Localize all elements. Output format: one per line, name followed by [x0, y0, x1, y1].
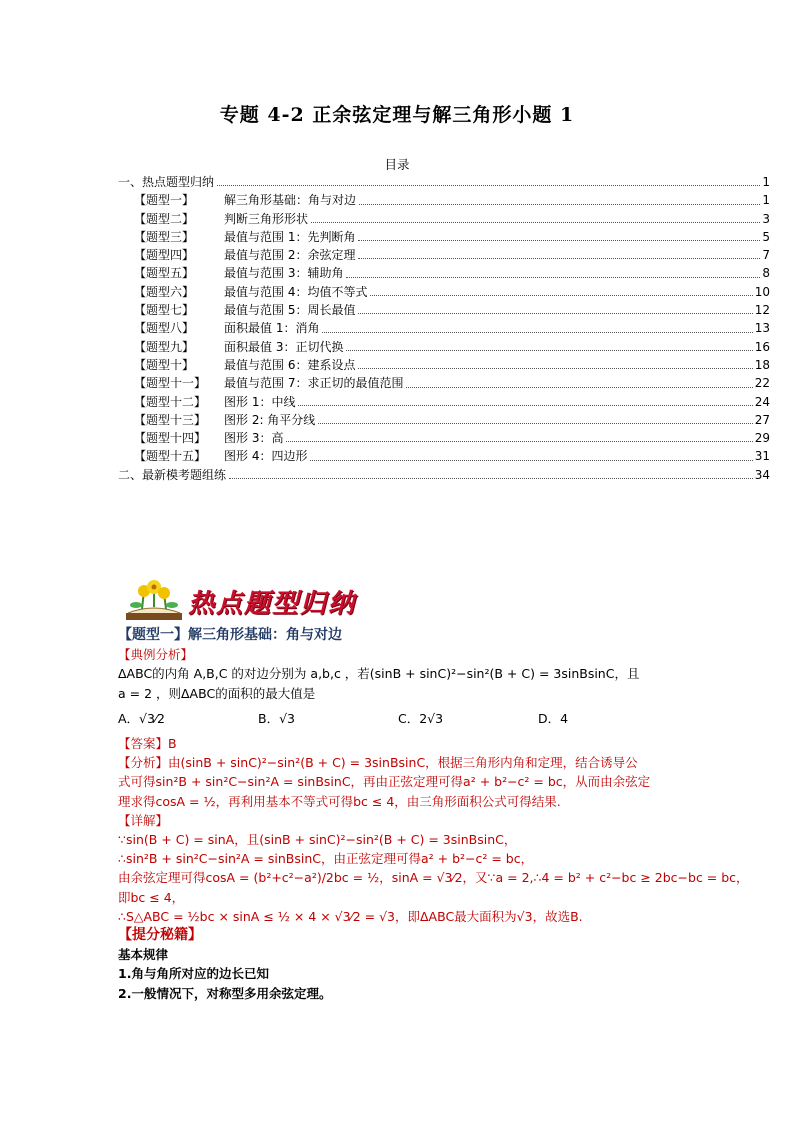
toc-page-number: 34: [754, 467, 770, 482]
question-line-1: ΔABC的内角 A,B,C 的对边分别为 a,b,c ，若(sinB + sinC)²−sin²(B + C) = 3sinBsinC，且: [118, 666, 640, 682]
toc-page-number: 16: [754, 339, 770, 354]
toc-page-number: 8: [762, 266, 770, 281]
answer: 【答案】B: [118, 736, 177, 752]
toc-item-tag: 【题型十一】: [134, 376, 207, 391]
rule-title: 基本规律: [118, 947, 169, 963]
toc-item-label: 图形 1：中线: [224, 394, 296, 409]
toc-item-label: 最值与范围 5：周长最值: [224, 303, 356, 318]
toc-leader: [229, 478, 753, 479]
toc-item-tag: 【题型十五】: [134, 449, 207, 464]
toc-item[interactable]: [118, 283, 770, 301]
toc-leader: [322, 332, 752, 333]
detail-line-3: 由余弦定理可得cosA = (b²+c²−a²)/2bc = ½，sinA = √3⁄2，又∵a = 2,∴4 = b² + c²−bc ≥ 2bc−bc = bc，: [118, 870, 749, 886]
toc-leader: [406, 387, 752, 388]
toc-section-2[interactable]: [118, 466, 770, 484]
toc-item-label: 图形 4：四边形: [224, 449, 308, 464]
question-line-2: a = 2 ，则ΔABC的面积的最大值是: [118, 685, 316, 701]
toc-page-number: 29: [754, 431, 770, 446]
detail-line-1: ∵sin(B + C) = sinA，且(sinB + sinC)²−sin²(B + C) = 3sinBsinC，: [118, 832, 517, 848]
toc-leader: [370, 295, 752, 296]
toc-item-tag: 【题型十四】: [134, 431, 207, 446]
toc-item-tag: 【题型四】: [134, 248, 195, 263]
choice-c[interactable]: C．2√3: [398, 710, 444, 726]
toc-item[interactable]: [118, 393, 770, 411]
toc-leader: [318, 423, 752, 424]
toc-page-number: 13: [754, 321, 770, 336]
toc-leader: [310, 460, 752, 461]
toc-item-list: [118, 191, 770, 465]
toc-item[interactable]: [118, 301, 770, 319]
toc-leader: [358, 258, 760, 259]
toc-item-tag: 【题型五】: [134, 266, 195, 281]
choice-a[interactable]: A．√3⁄2: [118, 710, 166, 726]
toc-item[interactable]: [118, 338, 770, 356]
toc-item-tag: 【题型二】: [134, 211, 195, 226]
flower-book-icon: [122, 579, 186, 623]
toc-leader: [298, 405, 752, 406]
toc-item-tag: 【题型十三】: [134, 412, 207, 427]
choice-d[interactable]: D．4: [538, 710, 569, 726]
toc-item-label: 面积最值 3：正切代换: [224, 339, 344, 354]
toc-section-1[interactable]: [118, 173, 770, 191]
detail-line-2: ∴sin²B + sin²C−sin²A = sinBsinC，由正弦定理可得a² + b²−c² = bc，: [118, 851, 534, 867]
toc-item-label: 最值与范围 4：均值不等式: [224, 284, 368, 299]
toc-leader: [358, 313, 752, 314]
tip-heading: 【提分秘籍】: [118, 927, 202, 944]
toc-item-label: 解三角形基础：角与对边: [224, 193, 357, 208]
toc-item-label: 图形 3：高: [224, 431, 284, 446]
toc-heading: 目录: [384, 157, 410, 172]
toc-section-label: 一、热点题型归纳: [118, 175, 215, 189]
toc-page-number: 1: [762, 193, 770, 208]
toc-item-tag: 【题型三】: [134, 229, 195, 244]
toc-item[interactable]: [118, 319, 770, 337]
toc-item[interactable]: [118, 411, 770, 429]
toc-item[interactable]: [118, 246, 770, 264]
toc-item[interactable]: [118, 374, 770, 392]
toc-item-tag: 【题型十】: [134, 357, 195, 372]
detail-line-5: ∴S△ABC = ½bc × sinA ≤ ½ × 4 × √3⁄2 = √3，即ΔABC最大面积为√3，故选B.: [118, 908, 583, 924]
toc-item-tag: 【题型十二】: [134, 394, 207, 409]
toc-leader: [217, 185, 760, 186]
toc-item-label: 最值与范围 3：辅助角: [224, 266, 344, 281]
toc-page-number: 5: [762, 229, 770, 244]
toc-item[interactable]: [118, 356, 770, 374]
toc-page-number: 10: [754, 284, 770, 299]
toc-item-label: 图形 2: 角平分线: [224, 412, 316, 427]
toc-item-tag: 【题型六】: [134, 284, 195, 299]
toc-leader: [359, 204, 760, 205]
type-heading: 【题型一】解三角形基础：角与对边: [118, 627, 342, 643]
toc-item[interactable]: [118, 228, 770, 246]
toc-page-number: 27: [754, 412, 770, 427]
toc-page-number: 12: [754, 303, 770, 318]
toc-item-label: 最值与范围 7：求正切的最值范围: [224, 376, 404, 391]
toc-item[interactable]: [118, 429, 770, 447]
banner-title: 热点题型归纳: [188, 589, 357, 619]
toc-leader: [346, 350, 752, 351]
rule-2: 2.一般情况下，对称型多用余弦定理。: [118, 985, 332, 1001]
toc-item[interactable]: [118, 210, 770, 228]
toc-item-label: 最值与范围 1：先判断角: [224, 229, 356, 244]
table-of-contents: [118, 173, 770, 484]
toc-leader: [311, 222, 760, 223]
toc-item-label: 最值与范围 6：建系设点: [224, 357, 356, 372]
rule-1: 1.角与角所对应的边长已知: [118, 966, 269, 982]
toc-page-number: 31: [754, 449, 770, 464]
toc-leader: [286, 441, 752, 442]
toc-item-label: 判断三角形形状: [224, 211, 309, 226]
toc-item-tag: 【题型八】: [134, 321, 195, 336]
toc-item-tag: 【题型九】: [134, 339, 195, 354]
toc-page-number: 1: [762, 175, 770, 189]
page-title: 专题 4-2 正余弦定理与解三角形小题 1: [219, 104, 575, 126]
detail-tag: 【详解】: [118, 812, 169, 828]
toc-leader: [358, 368, 752, 369]
toc-section-label: 二、最新模考题组练: [118, 467, 227, 482]
toc-item-label: 面积最值 1：消角: [224, 321, 320, 336]
content-body: [118, 626, 778, 1003]
toc-page-number: 3: [762, 211, 770, 226]
toc-page-number: 22: [754, 376, 770, 391]
toc-leader: [358, 240, 760, 241]
toc-leader: [346, 277, 760, 278]
toc-page-number: 24: [754, 394, 770, 409]
toc-item-tag: 【题型一】: [134, 193, 195, 208]
toc-page-number: 7: [762, 248, 770, 263]
analysis-line-3: 理求得cosA = ½，再利用基本不等式可得bc ≤ 4，由三角形面积公式可得结果.: [118, 793, 561, 809]
toc-item[interactable]: [118, 264, 770, 282]
detail-line-4: 即bc ≤ 4，: [118, 889, 185, 905]
answer-choices: [118, 709, 778, 728]
toc-item[interactable]: [118, 191, 770, 209]
toc-item-label: 最值与范围 2：余弦定理: [224, 248, 356, 263]
section-banner: [122, 579, 376, 623]
analysis-line-2: 式可得sin²B + sin²C−sin²A = sinBsinC，再由正弦定理可得a² + b²−c² = bc，从而由余弦定: [118, 774, 651, 790]
choice-b[interactable]: B．√3: [258, 710, 295, 726]
toc-item-tag: 【题型七】: [134, 303, 195, 318]
toc-item[interactable]: [118, 447, 770, 465]
analysis-line-1: 【分析】由(sinB + sinC)²−sin²(B + C) = 3sinBsinC，根据三角形内角和定理，结合诱导公: [118, 755, 638, 771]
toc-page-number: 18: [754, 357, 770, 372]
example-tag: 【典例分析】: [118, 647, 194, 663]
